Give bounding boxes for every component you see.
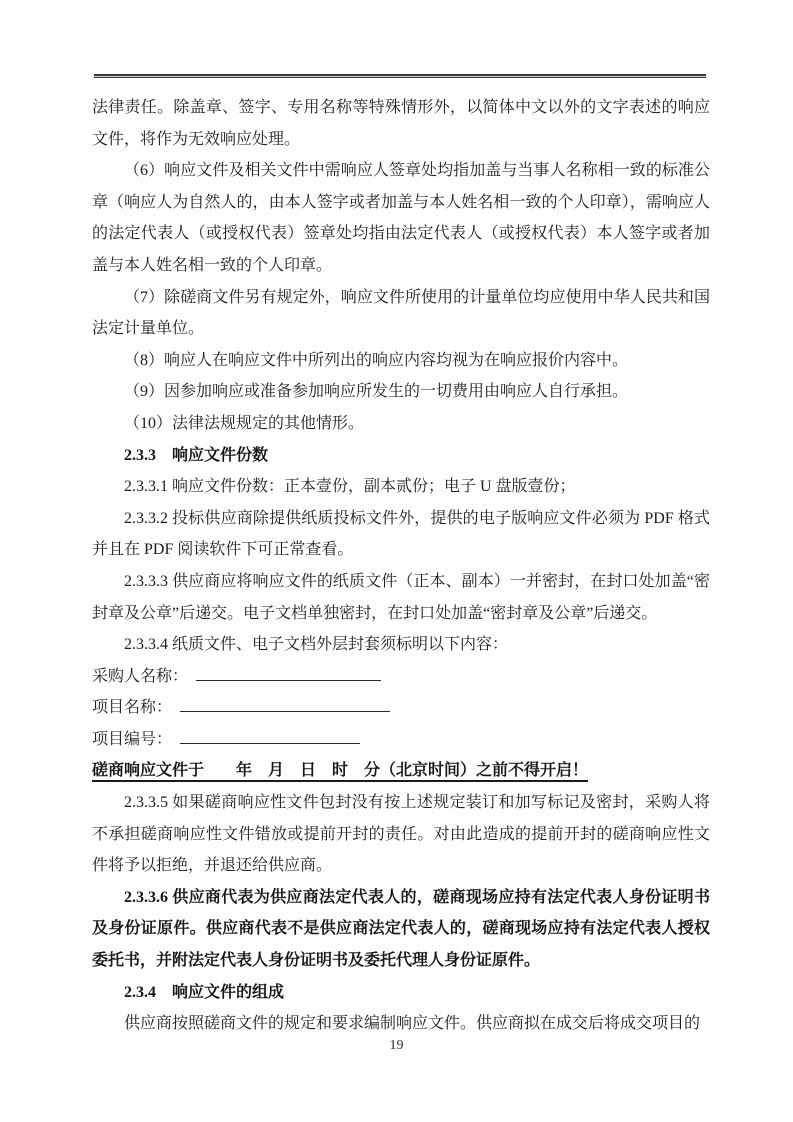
heading-2-3-3: 2.3.3 响应文件份数 bbox=[124, 446, 269, 464]
deadline-notice-text: 磋商响应文件于 年 月 日 时 分（北京时间）之前不得开启！ bbox=[92, 762, 588, 782]
clause-2-3-3-4: 2.3.3.4 纸质文件、电子文档外层封套须标明以下内容： bbox=[124, 636, 509, 654]
paragraph-2-3-4-body: 供应商按照磋商文件的规定和要求编制响应文件。供应商拟在成交后将成交项目的 bbox=[124, 1015, 701, 1033]
heading-2-3-4: 2.3.4 响应文件的组成 bbox=[124, 983, 285, 1001]
paragraph-continued: 法律责任。除盖章、签字、专用名称等特殊情形外，以简体中文以外的文字表述的响应文件，将作为无效响应处理。 bbox=[92, 99, 710, 148]
purchaser-name-blank bbox=[196, 666, 381, 681]
clause-2-3-3-3: 2.3.3.3 供应商应将响应文件的纸质文件（正本、副本）一并密封，在封口处加盖“密封章及公章”后递交。电子文档单独密封，在封口处加盖“密封章及公章”后递交。 bbox=[92, 572, 710, 622]
fill-line-project-name bbox=[92, 692, 710, 724]
fill-line-purchaser-name bbox=[92, 661, 710, 693]
clause-10: （10）法律法规规定的其他情形。 bbox=[124, 414, 365, 432]
fill-line-project-number bbox=[92, 724, 710, 756]
clause-2-3-3-5: 2.3.3.5 如果磋商响应性文件包封没有按上述规定装订和加写标记及密封，采购人将不承担磋商响应性文件错放或提前开封的责任。对由此造成的提前开封的磋商响应性文件将予以拒绝，并退还给供应商。 bbox=[92, 794, 710, 875]
clause-8: （8）响应人在响应文件中所列出的响应内容均视为在响应报价内容中。 bbox=[124, 351, 629, 369]
project-name-label: 项目名称： bbox=[92, 699, 173, 717]
clause-2-3-3-1: 2.3.3.1 响应文件份数：正本壹份，副本贰份；电子 U 盘版壹份； bbox=[124, 478, 576, 496]
deadline-notice bbox=[92, 755, 710, 787]
document-body bbox=[92, 92, 710, 1040]
project-number-label: 项目编号： bbox=[92, 730, 173, 748]
purchaser-name-label: 采购人名称： bbox=[92, 667, 189, 685]
clause-2-3-3-2: 2.3.3.2 投标供应商除提供纸质投标文件外，提供的电子版响应文件必须为 PDF 格式并且在 PDF 阅读软件下可正常查看。 bbox=[92, 509, 710, 559]
header-rule bbox=[94, 74, 706, 78]
project-number-blank bbox=[180, 729, 360, 744]
page-number: 19 bbox=[389, 1038, 404, 1053]
clause-6: （6）响应文件及相关文件中需响应人签章处均指加盖与当事人名称相一致的标准公章（响应人为自然人的，由本人签字或者加盖与本人姓名相一致的个人印章），需响应人的法定代表人（或授权代表）签章处均指由法定代表人（或授权代表）本人签字或者加盖与本人姓名相一致的个人印章。 bbox=[92, 162, 710, 274]
clause-7: （7）除磋商文件另有规定外，响应文件所使用的计量单位均应使用中华人民共和国法定计量单位。 bbox=[92, 288, 710, 338]
clause-2-3-3-6: 2.3.3.6 供应商代表为供应商法定代表人的，磋商现场应持有法定代表人身份证明书及身份证原件。供应商代表不是供应商法定代表人的，磋商现场应持有法定代表人授权委托书，并附法定代表人身份证明书及委托代理人身份证原件。 bbox=[92, 888, 710, 970]
clause-9: （9）因参加响应或准备参加响应所发生的一切费用由响应人自行承担。 bbox=[124, 383, 629, 401]
project-name-blank bbox=[180, 697, 390, 712]
